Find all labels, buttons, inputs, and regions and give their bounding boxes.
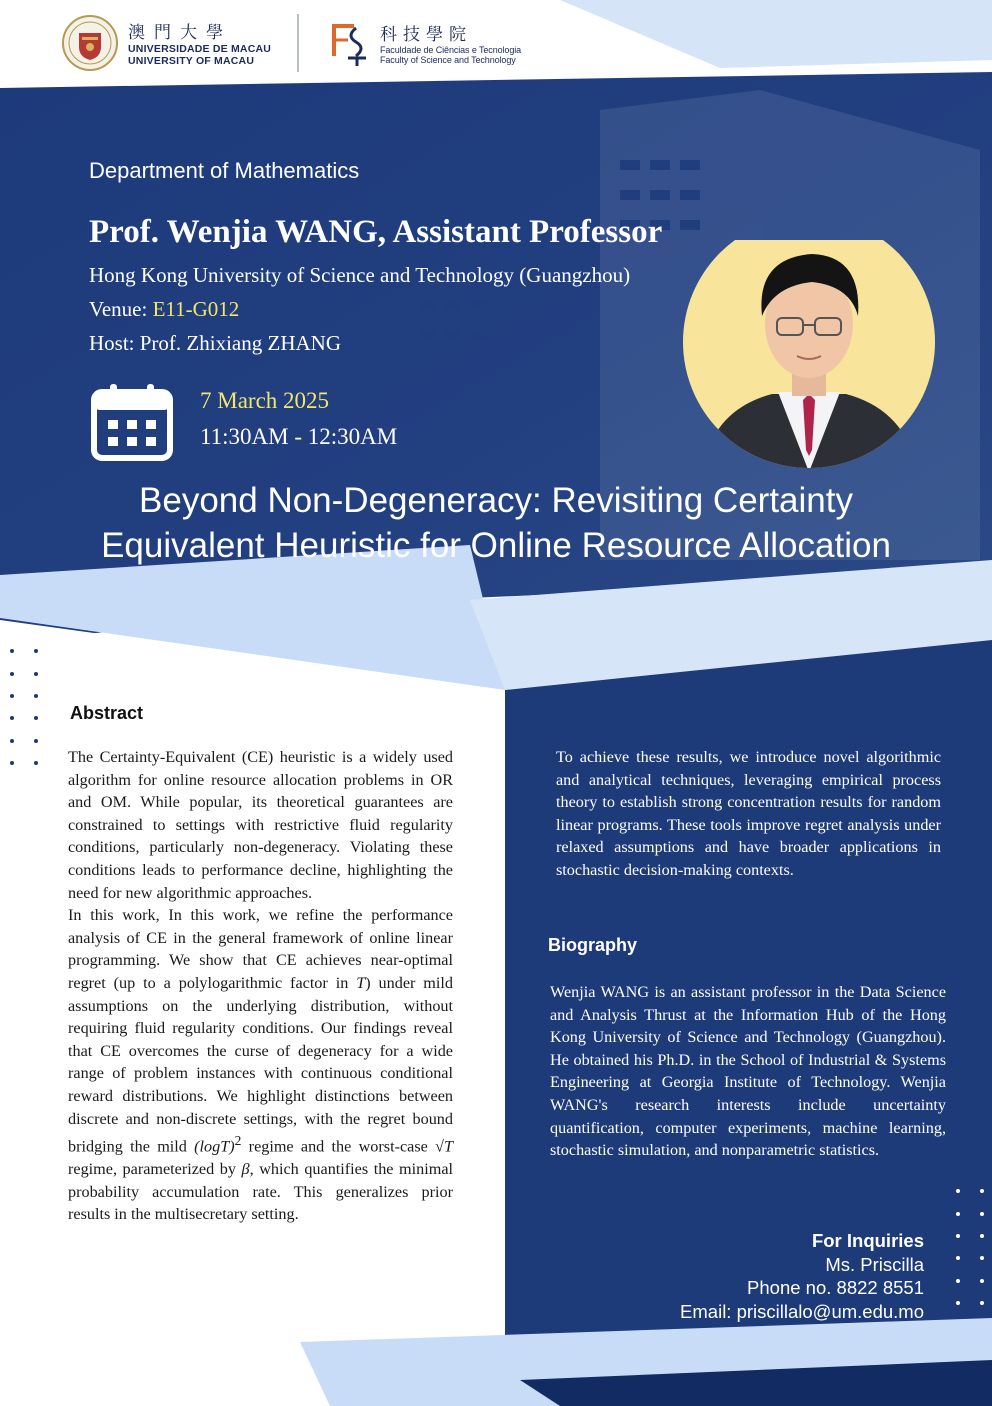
var-t: T bbox=[356, 973, 366, 992]
event-time: 11:30AM - 12:30AM bbox=[200, 424, 398, 449]
abstract-body bbox=[68, 746, 453, 1226]
abstract-heading: Abstract bbox=[70, 703, 144, 723]
speaker-portrait bbox=[682, 240, 936, 472]
inquiries-block bbox=[680, 1229, 924, 1323]
venue bbox=[89, 297, 239, 322]
inquiries-phone: Phone no. 8822 8551 bbox=[747, 1277, 924, 1298]
calendar-icon bbox=[90, 382, 174, 462]
biography-body: Wenjia WANG is an assistant professor in the Data Science and Analysis Thrust at the Information Hub of the Hong Kong University of Science and Technology (Guangzhou). He obtained his Ph.D. in the School of Industrial & Systems Engineering at Georgia Institute of Technology. Wenjia WANG's research interests include uncertainty quantification, computer experiments, machine learning, stochastic simulation, and nonparametric statistics. bbox=[550, 983, 946, 1160]
fst-name-pt: Faculdade de Ciências e Tecnologia bbox=[380, 45, 522, 55]
talk-title: Beyond Non-Degeneracy: Revisiting Certainty Equivalent Heuristic for Online Resource Allocation bbox=[101, 481, 891, 565]
inquiries-email[interactable]: Email: priscillalo@um.edu.mo bbox=[680, 1300, 924, 1322]
um-name-pt: UNIVERSIDADE DE MACAU bbox=[128, 43, 272, 55]
department-label: Department of Mathematics bbox=[89, 158, 360, 183]
sqrt-t: √T bbox=[435, 1137, 454, 1156]
abstract-paragraph-1: The Certainty-Equivalent (CE) heuristic is a widely used algorithm for online resource allocation problems in OR and OM. While popular, its theoretical guarantees are constrained to settings with restrictive fluid regularity conditions, particularly non-degeneracy. Violating these conditions leads to performance decline, highlighting the need for new algorithmic approaches. bbox=[68, 748, 453, 902]
event-date: 7 March 2025 bbox=[200, 388, 330, 413]
exponent: 2 bbox=[234, 1133, 242, 1149]
um-name-en: UNIVERSITY OF MACAU bbox=[128, 55, 255, 67]
speaker-name: Prof. Wenjia WANG, Assistant Professor bbox=[89, 214, 663, 250]
fst-name-block bbox=[380, 20, 521, 65]
biography-heading: Biography bbox=[548, 935, 638, 955]
fst-logo bbox=[326, 18, 368, 68]
inquiries-contact: Ms. Priscilla bbox=[825, 1253, 924, 1275]
logo-divider bbox=[297, 14, 299, 72]
inquiries-heading: For Inquiries bbox=[811, 1230, 924, 1251]
venue-value: E11-G012 bbox=[152, 297, 240, 321]
um-crest-logo bbox=[62, 15, 118, 71]
abstract-paragraph-2: In this work, In this work, we refine the performance analysis of CE in the general framework of online linear programming. We show that CE achieves near-optimal regret (up to a polylogarithmic factor in T) under mild assumptions on the underlying distribution, without requiring fluid regularity conditions. Our findings reveal that CE overcomes the curse of degeneracy for a wide range of problem instances with continuous conditional reward distributions. We highlight distinctions between discrete and non-discrete settings, with the regret bound bridging the mild $(\log T)^2$ regime and the worst-case √T regime, parameterized by β, which quantifies the minimal probability accumulation rate. This generalizes prior results in the multisecretary setting. bbox=[68, 906, 454, 1224]
um-name-block bbox=[128, 18, 271, 67]
venue-label: Venue: bbox=[89, 297, 153, 321]
abstract-continued: To achieve these results, we introduce novel algorithmic and analytical techniques, leveraging empirical process theory to establish strong concentration results for random linear programs. These tools improve regret analysis under relaxed assumptions and have broader applications in stochastic decision-making contexts. bbox=[556, 748, 941, 879]
um-name-cn: 澳門大學 bbox=[128, 23, 232, 43]
log-t-expr: (logT) bbox=[194, 1137, 235, 1156]
beta-symbol: β bbox=[241, 1160, 250, 1179]
host: Host: Prof. Zhixiang ZHANG bbox=[89, 331, 341, 355]
speaker-affiliation: Hong Kong University of Science and Technology (Guangzhou) bbox=[89, 263, 631, 287]
fst-name-en: Faculty of Science and Technology bbox=[380, 55, 516, 65]
fst-name-cn: 科技學院 bbox=[380, 25, 472, 45]
